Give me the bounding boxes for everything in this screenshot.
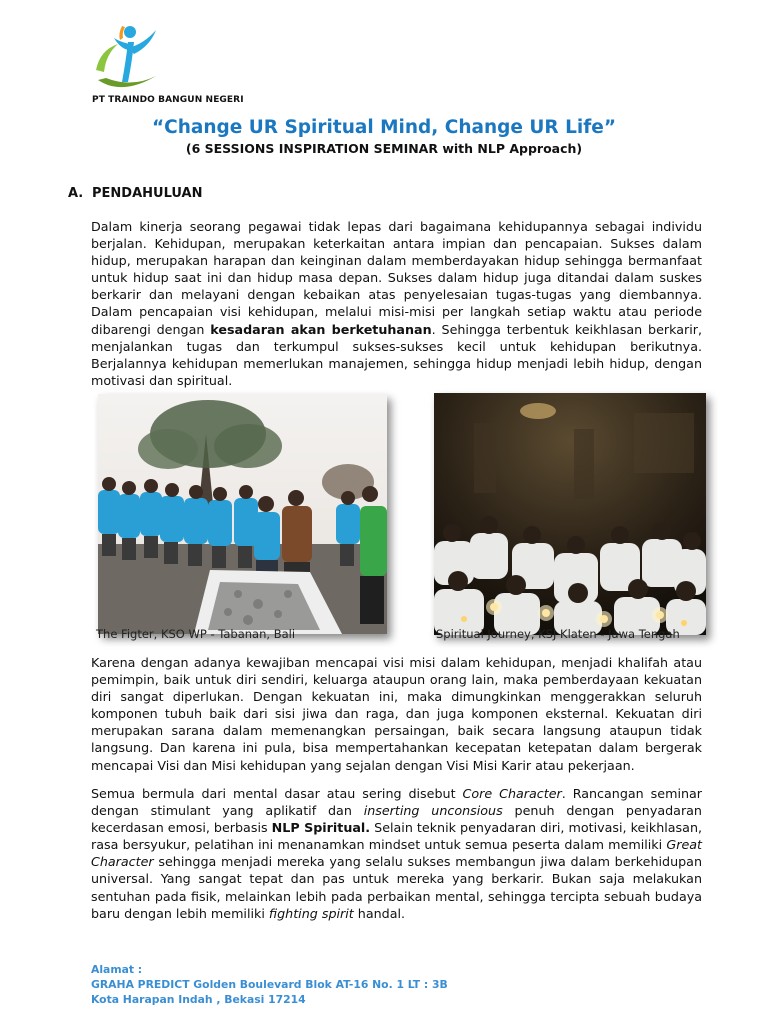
text-run: . Sehingga terbentuk keikhlasan berkarir, menjalankan tugas dan terkumpul sukses-sukses kecil untuk kehidupan berikutnya. Berjalannya kehidupan memerlukan manajemen, sehingga hidup menjadi lebih hidup, dengan motivasi dan spiritual. [91,321,703,388]
photo-spiritual-journey [434,393,706,635]
document-subtitle: (6 SESSIONS INSPIRATION SEMINAR with NLP Approach) [185,141,583,156]
bold-phrase: kesadaran akan berketuhanan [210,321,432,337]
document-title: “Change UR Spiritual Mind, Change UR Life” [151,117,616,138]
paragraph-introduction [91,218,702,389]
text-run: handal. [353,905,406,921]
address-label: Alamat : [91,963,143,976]
italic-phrase: inserting unconsious [363,803,503,819]
italic-phrase: Core Character [462,786,562,801]
bold-phrase: NLP Spiritual. [271,820,371,836]
footer-address [91,962,448,1007]
italic-phrase: fighting spirit [268,905,354,921]
photo-the-fighter [98,394,387,634]
paragraph-self-empowerment: Karena dengan adanya kewajiban mencapai visi misi dalam kehidupan, menjadi khalifah atau pemimpin, baik untuk diri sendiri, keluarga ataupun orang lain, maka pemberdayaan kekuatan diri sangat diperlukan. Dengan kekuatan ini, maka dimungkinkan menggerakkan seluruh komponen tubuh baik dari sisi jiwa dan raga, dan juga komponen eksternal. Kekuatan diri merupakan sarana dalam memenangkan persaingan, baik secara langsung ataupun tidak langsung. Dan karena ini pula, bisa mempertahankan kecepatan ketepatan dalam bergerak mencapai Visi dan Misi kehidupan yang sejalan dengan Visi Misi Karir atau pekerjaan. [91,655,702,773]
text-run: sehingga menjadi mereka yang selalu sukses membangun jiwa dalam berkehidupan universal. Yang sangat tepat dan pas untuk mereka yang berkarir. Bukan saja melakukan sentuhan pada fisik, melainkan lebih pada perbaikan mental, sehingga tercipta sebuah budaya baru dengan lebih memiliki [91,854,702,921]
company-logo [92,22,164,92]
section-letter: A. [68,186,84,201]
section-heading [68,186,203,201]
photo-caption-left: The Figter, KSO WP - Tabanan, Bali [96,627,296,641]
address-line-2: Kota Harapan Indah , Bekasi 17214 [91,993,306,1006]
text-run: Selain teknik penyadaran diri, motivasi, keikhlasan, rasa bersyukur, pelatihan ini menanamkan mindset untuk semua peserta dalam memiliki [91,820,703,853]
person-swoosh-logo-icon [92,22,164,92]
section-title: PENDAHULUAN [92,186,203,201]
text-run: Semua bermula dari mental dasar atau sering disebut [91,786,463,801]
text-run: Dalam kinerja seorang pegawai tidak lepas dari bagaimana kehidupannya sebagai individu berjalan. Kehidupan, merupakan keterkaitan antara impian dan pencapaian. Sukses dalam hidup, merupakan harapan dan keinginan dalam memberdayakan hidup sehingga bermanfaat untuk hidup saat ini dan hidup masa depan. Sukses dalam hidup juga ditandai dalam suskes berkarir dan melayani dengan kebaikan atas penyelesaian tugas-tugas yang diembannya. Dalam pencapaian visi kehidupan, melalui misi-misi per langkah setiap waktu atau periode dibarengi dengan [91,219,702,337]
text-run: penuh dengan penyadaran kecerdasan emosi, berbasis [91,803,702,836]
text-run: . Rancangan seminar dengan stimulant yang aplikatif dan [91,786,702,819]
paragraph-core-character [91,785,702,922]
italic-phrase: Great Character [91,837,702,870]
address-line-1: GRAHA PREDICT Golden Boulevard Blok AT-16 No. 1 LT : 3B [91,978,448,991]
photo-caption-right: Spiritual Journey, KSJ Klaten - Jawa Tengah [436,627,680,641]
company-name: PT TRAINDO BANGUN NEGERI [92,95,244,105]
